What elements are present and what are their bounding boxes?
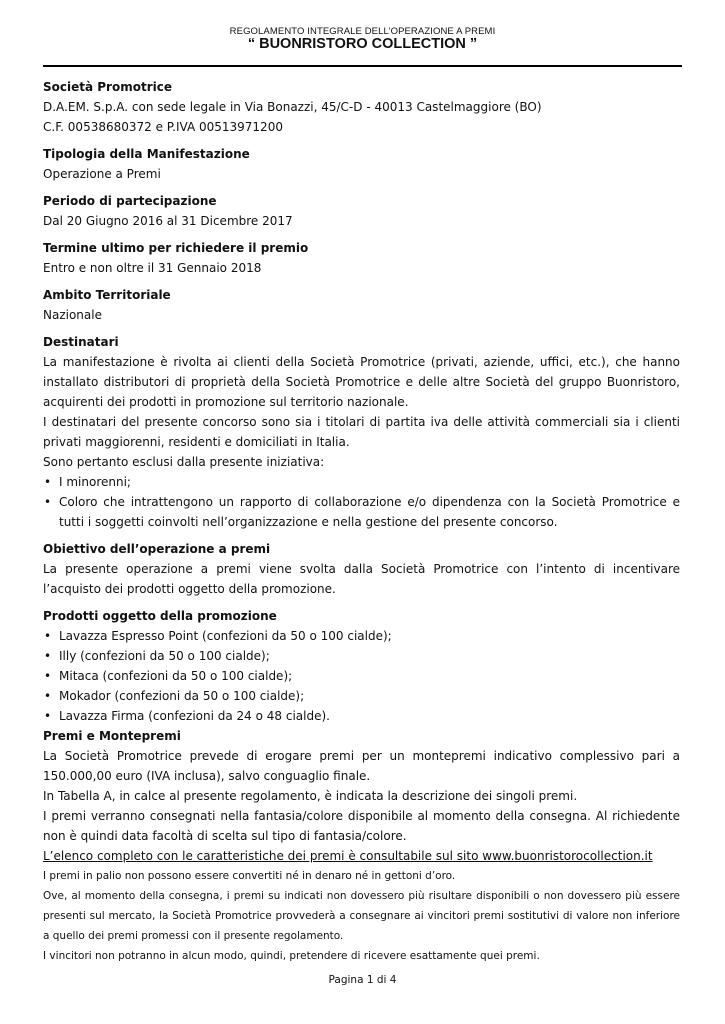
list-item: • Coloro che intrattengono un rapporto di collaborazione e/o dipendenza con la Società Promotrice e tutti i soggetti coinvolti nell’organizzazione e nella gestione del presente concorso.: [43, 492, 680, 532]
heading-premi: Premi e Montepremi: [43, 729, 181, 743]
heading-promotrice: Società Promotrice: [43, 80, 172, 94]
header-subtitle: REGOLAMENTO INTEGRALE DELL’OPERAZIONE A PREMI: [229, 26, 496, 37]
heading-tipologia: Tipologia della Manifestazione: [43, 147, 250, 161]
heading-periodo: Periodo di partecipazione: [43, 194, 217, 208]
heading-prodotti: Prodotti oggetto della promozione: [43, 609, 277, 623]
list-item: • Lavazza Espresso Point (confezioni da 50 o 100 cialde);: [43, 626, 680, 646]
document-body: [43, 77, 680, 966]
document-title: “ BUONRISTORO COLLECTION ”: [247, 36, 478, 52]
ambito-text: Nazionale: [43, 308, 102, 322]
list-item: • Mitaca (confezioni da 50 o 100 cialde);: [43, 666, 680, 686]
destinatari-paragraph-2: I destinatari del presente concorso sono sia i titolari di partita iva delle attività commerciali sia i clienti privati maggiorenni, residenti e domiciliati in Italia.: [43, 415, 680, 449]
obiettivo-text: La presente operazione a premi viene svolta dalla Società Promotrice con l’intento di incentivare l’acquisto dei prodotti oggetto della promozione.: [43, 562, 680, 596]
premi-paragraph-1: La Società Promotrice prevede di erogare premi per un montepremi indicativo complessivo pari a 150.000,00 euro (IVA inclusa), salvo conguaglio finale.: [43, 749, 680, 783]
premi-note-2: Ove, al momento della consegna, i premi su indicati non dovessero più risultare disponibili o non dovessero più essere presenti sul mercato, la Società Promotrice provvederà a consegnare ai vincitori premi sostitutivi di valore non inferiore a quello dei premi promessi con il presente regolamento.: [43, 890, 680, 942]
list-item: • Lavazza Firma (confezioni da 24 o 48 cialde).: [43, 706, 680, 726]
termine-text: Entro e non oltre il 31 Gennaio 2018: [43, 261, 262, 275]
list-item: • I minorenni;: [43, 472, 680, 492]
products-list: [43, 626, 680, 726]
promotrice-address: D.A.EM. S.p.A. con sede legale in Via Bonazzi, 45/C-D - 40013 Castelmaggiore (BO): [43, 100, 542, 114]
premi-note-3: I vincitori non potranno in alcun modo, quindi, pretendere di ricevere esattamente quei premi.: [43, 950, 540, 962]
destinatari-paragraph-3: Sono pertanto esclusi dalla presente iniziativa:: [43, 455, 325, 469]
heading-termine: Termine ultimo per richiedere il premio: [43, 241, 309, 255]
destinatari-paragraph-1: La manifestazione è rivolta ai clienti della Società Promotrice (privati, aziende, uffici, etc.), che hanno installato distributori di proprietà della Società Promotrice e delle altre Società del gruppo Buonristoro, acquirenti dei prodotti in promozione sul territorio nazionale.: [43, 355, 680, 409]
premi-website-link[interactable]: L’elenco completo con le caratteristiche dei premi è consultabile sul sito www.buonristorocollection.it: [43, 849, 653, 863]
list-item: • Mokador (confezioni da 50 o 100 cialde);: [43, 686, 680, 706]
periodo-text: Dal 20 Giugno 2016 al 31 Dicembre 2017: [43, 214, 293, 228]
premi-note-1: I premi in palio non possono essere convertiti né in denaro né in gettoni d’oro.: [43, 870, 456, 882]
promotrice-tax-ids: C.F. 00538680372 e P.IVA 00513971200: [43, 120, 283, 134]
exclusions-list: [43, 472, 680, 532]
tipologia-text: Operazione a Premi: [43, 167, 161, 181]
premi-paragraph-2: In Tabella A, in calce al presente regolamento, è indicata la descrizione dei singoli premi.: [43, 789, 578, 803]
page-number: Pagina 1 di 4: [328, 974, 397, 986]
heading-obiettivo: Obiettivo dell’operazione a premi: [43, 542, 271, 556]
list-item: • Illy (confezioni da 50 o 100 cialde);: [43, 646, 680, 666]
heading-ambito: Ambito Territoriale: [43, 288, 171, 302]
header-divider: [43, 65, 682, 67]
premi-paragraph-3: I premi verranno consegnati nella fantasia/colore disponibile al momento della consegna. Al richiedente non è quindi data facoltà di scelta sul tipo di fantasia/colore.: [43, 809, 680, 843]
heading-destinatari: Destinatari: [43, 335, 119, 349]
